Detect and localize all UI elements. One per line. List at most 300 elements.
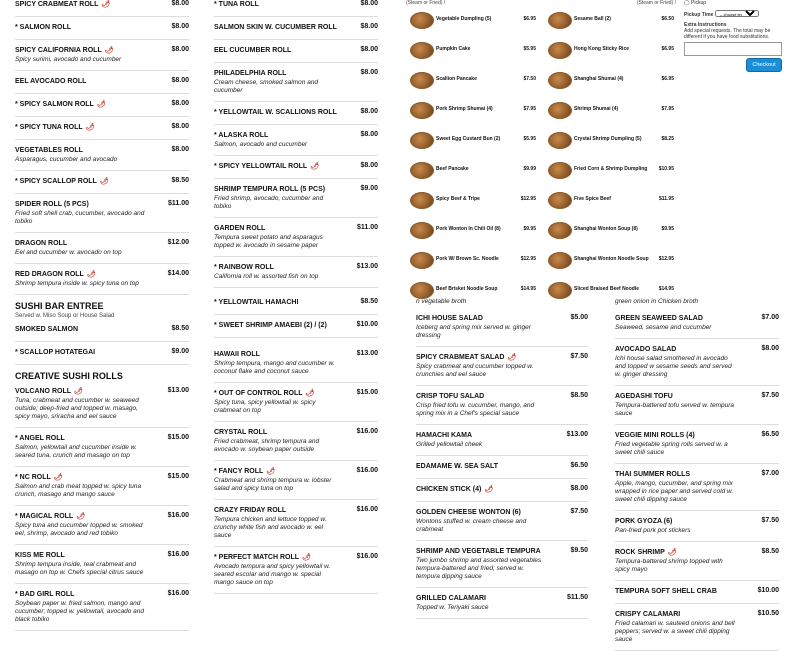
spicy-icon: 🌶 <box>101 1 111 8</box>
item-price: $15.00 <box>167 434 189 441</box>
dim-sum-price: $11.95 <box>658 196 674 202</box>
food-thumbnail-icon <box>548 282 572 299</box>
menu-item[interactable] <box>214 389 378 422</box>
item-name: HAMACHI KAMA <box>416 432 472 439</box>
item-name: GREEN SEAWEED SALAD <box>615 315 703 322</box>
item-description: Topped w. Teriyaki sauce <box>416 604 489 611</box>
item-price: $13.00 <box>566 431 588 438</box>
item-price: $9.50 <box>570 547 588 554</box>
item-description: Pan-fried pork pot stickers <box>615 527 691 534</box>
dim-sum-name: Pork W/ Brown Sc. Noodle <box>436 256 499 262</box>
menu-item[interactable] <box>214 350 378 383</box>
spicy-icon: 🌶 <box>99 178 109 185</box>
dim-sum-name: Shanghai Wonton Noodle Soup <box>574 256 649 262</box>
menu-item[interactable] <box>15 200 189 233</box>
item-name: GOLDEN CHEESE WONTON (6) <box>416 509 521 516</box>
food-thumbnail-icon <box>410 192 434 209</box>
extra-instructions-note: Add special requests. The total may be different if you have food substitutions. <box>684 28 771 40</box>
food-thumbnail-icon <box>548 222 572 239</box>
menu-item[interactable] <box>214 467 378 500</box>
item-name: SPICY CALIFORNIA ROLL 🌶 <box>15 47 114 54</box>
menu-item[interactable] <box>15 473 189 506</box>
item-name: PORK GYOZA (6) <box>615 518 673 525</box>
item-description: Apple, mango, cucumber, and spring mix wrapped in rice paper and served cold w. sweet chili dipping sauce <box>615 480 734 503</box>
menu-item[interactable] <box>15 270 189 295</box>
item-description: Iceberg and spring mix served w. ginger dressing <box>416 324 531 339</box>
item-description: Seaweed, sesame and cucumber <box>615 324 712 331</box>
menu-item[interactable] <box>416 353 588 386</box>
item-price: $8.00 <box>761 345 779 352</box>
item-price: $14.00 <box>167 270 189 277</box>
item-price: $16.00 <box>356 467 378 474</box>
item-description: Tuna, crabmeat and cucumber w. seaweed outside; deep-fried and topped w. masago, spicy mayo, sriracha and eel sauce <box>15 397 139 420</box>
food-thumbnail-icon <box>548 132 572 149</box>
extra-instructions-input[interactable] <box>684 42 782 56</box>
menu-item[interactable] <box>214 298 378 315</box>
item-description: Avocado tempura and spicy yellowtail w. seared escolar and mango w. special mango sauce on top <box>214 563 331 586</box>
menu-item[interactable] <box>15 590 189 631</box>
menu-item[interactable] <box>615 345 779 386</box>
item-description: Ichi house salad smothered in avocado and topped w sesame seeds and served w. ginger dressing <box>615 355 732 378</box>
item-description: Cream cheese, smoked salmon and cucumber <box>214 79 319 94</box>
item-name: TEMPURA SOFT SHELL CRAB <box>615 588 717 595</box>
dim-sum-price: $8.25 <box>661 136 674 142</box>
item-name: EEL AVOCADO ROLL <box>15 78 87 85</box>
item-name: SPICY CRABMEAT SALAD 🌶 <box>416 354 517 361</box>
item-price: $6.50 <box>570 462 588 469</box>
menu-item[interactable] <box>214 46 378 63</box>
checkout-button[interactable]: Checkout <box>746 58 782 72</box>
menu-item[interactable] <box>214 108 378 125</box>
menu-item[interactable] <box>615 548 779 581</box>
pickup-label: Pickup <box>691 0 707 6</box>
item-description: Fried shrimp, avocado, cucumber and tobiko <box>214 195 324 210</box>
food-thumbnail-icon <box>410 282 434 299</box>
food-thumbnail-icon <box>410 42 434 59</box>
food-thumbnail-icon <box>410 72 434 89</box>
item-description: Shrimp tempura, mango and cucumber w. coconut flake and coconut sauce <box>214 360 335 375</box>
item-description: Asparagus, cucumber and avocado <box>15 156 118 163</box>
item-price: $13.00 <box>356 350 378 357</box>
menu-item[interactable] <box>15 123 189 140</box>
dim-sum-price: $7.95 <box>661 106 674 112</box>
menu-item[interactable] <box>416 431 588 456</box>
dim-sum-price: $6.95 <box>661 76 674 82</box>
dim-sum-price: $6.95 <box>661 46 674 52</box>
dim-sum-price: $7.95 <box>523 106 536 112</box>
item-price: $16.00 <box>356 506 378 513</box>
item-description: Tempura-battered tofu served w. tempura sauce <box>615 402 734 417</box>
item-price: $8.00 <box>171 100 189 107</box>
menu-item[interactable] <box>214 0 378 17</box>
item-price: $10.50 <box>757 610 779 617</box>
menu-item[interactable] <box>214 321 378 338</box>
dim-sum-item[interactable] <box>406 40 538 70</box>
food-thumbnail-icon <box>410 252 434 269</box>
item-price: $8.00 <box>360 131 378 138</box>
spicy-icon: 🌶 <box>305 390 315 397</box>
menu-item[interactable] <box>615 431 779 464</box>
dim-sum-price: $10.95 <box>658 166 674 172</box>
dim-sum-name: Scallion Pancake <box>436 76 477 82</box>
spicy-icon: 🌶 <box>104 47 114 54</box>
item-name: SPICY CRABMEAT ROLL 🌶 <box>15 1 111 8</box>
dim-sum-name: Sliced Braised Beef Noodle <box>574 286 640 292</box>
item-price: $8.00 <box>171 77 189 84</box>
section-title: SUSHI BAR ENTREE <box>15 301 104 311</box>
item-name: ROCK SHRIMP 🌶 <box>615 549 677 556</box>
item-name: PHILADELPHIA ROLL <box>214 70 287 77</box>
menu-item[interactable] <box>214 185 378 218</box>
item-price: $9.00 <box>360 185 378 192</box>
dim-sum-name: Beef Pancake <box>436 166 469 172</box>
pickup-option[interactable]: ◯ Pickup <box>684 0 707 6</box>
menu-item[interactable] <box>15 512 189 545</box>
dim-sum-name: Pork Wonton In Chili Oil (8) <box>436 226 501 232</box>
menu-item[interactable] <box>214 131 378 156</box>
dim-sum-item[interactable] <box>406 160 538 190</box>
item-price: $7.00 <box>761 470 779 477</box>
menu-item[interactable] <box>15 551 189 584</box>
dim-sum-item[interactable] <box>406 250 538 280</box>
dim-sum-price: $14.95 <box>658 286 674 292</box>
item-name: * BAD GIRL ROLL <box>15 591 75 598</box>
food-thumbnail-icon <box>410 162 434 179</box>
item-name: CRAZY FRIDAY ROLL <box>214 507 287 514</box>
menu-item[interactable] <box>15 100 189 117</box>
item-price: $8.00 <box>360 108 378 115</box>
food-thumbnail-icon <box>410 102 434 119</box>
item-price: $8.50 <box>360 298 378 305</box>
dim-sum-price: $9.95 <box>523 226 536 232</box>
food-thumbnail-icon <box>548 12 572 29</box>
food-thumbnail-icon <box>548 252 572 269</box>
item-description: Salmon, avocado and cucumber <box>214 141 308 148</box>
item-description: Grilled yellowtail cheek <box>416 441 483 448</box>
item-name: * SALMON ROLL <box>15 24 71 31</box>
dim-sum-item[interactable] <box>544 130 676 160</box>
dim-sum-price: $14.95 <box>520 286 536 292</box>
item-price: $8.00 <box>171 123 189 130</box>
dim-sum-name: Shanghai Wonton Soup (8) <box>574 226 638 232</box>
item-price: $8.00 <box>360 69 378 76</box>
dim-sum-name: Sweet Egg Custard Bun (2) <box>436 136 501 142</box>
spicy-icon: 🌶 <box>507 354 517 361</box>
menu-column-1 <box>15 0 189 623</box>
menu-item[interactable] <box>15 434 189 467</box>
menu-item[interactable] <box>615 470 779 511</box>
item-name: * SPICY SCALLOP ROLL 🌶 <box>15 178 109 185</box>
menu-item[interactable] <box>214 506 378 547</box>
menu-item[interactable] <box>214 263 378 288</box>
dim-sum-name: Pork Shrimp Shumai (4) <box>436 106 493 112</box>
item-name: * TUNA ROLL <box>214 1 259 8</box>
spicy-icon: 🌶 <box>53 474 63 481</box>
item-price: $8.00 <box>171 23 189 30</box>
item-price: $8.50 <box>171 325 189 332</box>
item-price: $15.00 <box>356 389 378 396</box>
section-title: CREATIVE SUSHI ROLLS <box>15 371 123 381</box>
item-description: Shrimp tempura inside w. spicy tuna on top <box>15 280 139 287</box>
steam-label: (Steam or Fried) / <box>636 0 676 6</box>
dim-sum-name: Crystal Shrimp Dumpling (5) <box>574 136 642 142</box>
item-price: $9.00 <box>171 348 189 355</box>
menu-item[interactable] <box>416 547 588 588</box>
menu-item[interactable] <box>15 325 189 342</box>
partial-description: green onion in Chicken broth <box>615 298 699 305</box>
item-description: Tempura-battered shrimp topped with spicy mayo <box>615 558 723 573</box>
item-price: $8.00 <box>171 46 189 53</box>
dim-sum-item[interactable] <box>544 70 676 100</box>
menu-item[interactable] <box>416 485 588 502</box>
spicy-icon: 🌶 <box>85 124 95 131</box>
menu-item[interactable] <box>416 392 588 425</box>
menu-item[interactable] <box>15 387 189 428</box>
dim-sum-name: Sesame Ball (2) <box>574 16 611 22</box>
menu-item[interactable] <box>214 224 378 257</box>
item-description: Spicy tuna and cucumber topped w. smoked eel, shrimp, avocado and red tobiko <box>15 522 143 537</box>
item-price: $7.50 <box>761 392 779 399</box>
dim-sum-grid <box>406 10 676 310</box>
item-name: GARDEN ROLL <box>214 225 266 232</box>
dim-sum-item[interactable] <box>544 40 676 70</box>
menu-item[interactable] <box>214 428 378 461</box>
item-price: $8.00 <box>360 23 378 30</box>
item-description: Eel and cucumber w. avocado on top <box>15 249 122 256</box>
dim-sum-item[interactable] <box>406 100 538 130</box>
dim-sum-item[interactable] <box>544 160 676 190</box>
item-name: RED DRAGON ROLL 🌶 <box>15 271 96 278</box>
menu-item[interactable] <box>615 517 779 542</box>
spicy-icon: 🌶 <box>266 468 276 475</box>
item-price: $7.00 <box>761 314 779 321</box>
spicy-icon: 🌶 <box>74 388 83 395</box>
item-name: * SPICY SALMON ROLL 🌶 <box>15 101 106 108</box>
dim-sum-price: $6.95 <box>523 16 536 22</box>
item-name: SMOKED SALMON <box>15 326 78 333</box>
item-description: Fried calamari w. sauteed onions and bell peppers; served w. a sweet chili dipping sauce <box>615 620 735 643</box>
spicy-icon: 🌶 <box>76 513 86 520</box>
menu-item[interactable] <box>416 594 588 619</box>
item-name: SHRIMP TEMPURA ROLL (5 PCS) <box>214 186 326 193</box>
item-description: Spicy crabmeat and cucumber topped w. crunchies and eel sauce <box>416 363 534 378</box>
item-price: $8.00 <box>360 46 378 53</box>
item-name: AVOCADO SALAD <box>615 346 677 353</box>
item-name: * YELLOWTAIL W. SCALLIONS ROLL <box>214 109 337 116</box>
pickup-time-select[interactable] <box>715 10 759 17</box>
menu-item[interactable] <box>615 314 779 339</box>
dim-sum-item[interactable] <box>544 220 676 250</box>
menu-item[interactable] <box>15 348 189 365</box>
menu-item[interactable] <box>15 77 189 94</box>
item-price: $11.50 <box>566 594 588 601</box>
item-name: * ALASKA ROLL <box>214 132 269 139</box>
item-price: $10.00 <box>356 321 378 328</box>
item-description: Fried soft shell crab, cucumber, avocado and tobiko <box>15 210 145 225</box>
item-name: VEGETABLES ROLL <box>15 147 83 154</box>
food-thumbnail-icon <box>548 102 572 119</box>
extra-instructions <box>684 22 788 56</box>
item-description: Fried crabmeat, shrimp tempura and avocado w. soybean paper outside <box>214 438 320 453</box>
dim-sum-item[interactable] <box>544 10 676 40</box>
item-name: SALMON SKIN W. CUCUMBER ROLL <box>214 24 337 31</box>
menu-item[interactable] <box>15 239 189 264</box>
item-name: KISS ME ROLL <box>15 552 65 559</box>
item-name: DRAGON ROLL <box>15 240 68 247</box>
menu-item[interactable] <box>15 23 189 40</box>
item-name: * RAINBOW ROLL <box>214 264 274 271</box>
dim-sum-name: Spicy Beef & Tripe <box>436 196 480 202</box>
item-description: Salmon, yellowtail and cucumber inside w. seared tuna, crunch and masago on top <box>15 444 137 459</box>
spicy-icon: 🌶 <box>310 163 320 170</box>
item-price: $7.50 <box>570 508 588 515</box>
item-name: ICHI HOUSE SALAD <box>416 315 483 322</box>
section-note: Served w. Miso Soup or House Salad <box>15 313 115 319</box>
spicy-icon: 🌶 <box>86 271 96 278</box>
dim-sum-price: $12.95 <box>520 196 536 202</box>
item-name: * SCALLOP HOTATEGAI <box>15 349 96 356</box>
food-thumbnail-icon <box>410 222 434 239</box>
menu-item[interactable] <box>416 462 588 479</box>
item-price: $11.00 <box>167 200 189 207</box>
item-name: SPIDER ROLL (5 PCS) <box>15 201 89 208</box>
pickup-time-label: Pickup Time <box>684 12 714 18</box>
menu-item[interactable] <box>615 587 779 604</box>
item-price: $11.00 <box>356 224 378 231</box>
dim-sum-name: Pumpkin Cake <box>436 46 471 52</box>
food-thumbnail-icon <box>548 42 572 59</box>
dim-sum-price: $5.95 <box>523 46 536 52</box>
item-name: * ANGEL ROLL <box>15 435 65 442</box>
item-description: California roll w. assorted fish on top <box>214 273 319 280</box>
item-price: $16.00 <box>356 553 378 560</box>
item-description: Tempura chicken and lettuce topped w. crunchy white fish and avocado w. eel sauce <box>214 516 327 539</box>
item-description: Shrimp tempura inside, real crabmeat and masago on top w. Chefs special citrus sauce <box>15 561 144 576</box>
dim-sum-price: $12.95 <box>658 256 674 262</box>
item-name: CHICKEN STICK (4) 🌶 <box>416 486 494 493</box>
menu-column-4 <box>615 298 779 643</box>
item-name: * OUT OF CONTROL ROLL 🌶 <box>214 390 315 397</box>
item-name: GRILLED CALAMARI <box>416 595 486 602</box>
item-price: $16.00 <box>356 428 378 435</box>
dim-sum-name: Shrimp Shumai (4) <box>574 106 619 112</box>
menu-item[interactable] <box>615 392 779 425</box>
menu-item[interactable] <box>214 162 378 179</box>
dim-sum-price: $5.95 <box>523 136 536 142</box>
menu-item[interactable] <box>615 610 779 651</box>
item-name: * PERFECT MATCH ROLL 🌶 <box>214 554 311 561</box>
dim-sum-price: $12.95 <box>520 256 536 262</box>
item-description: Spicy surimi, avocado and cucumber <box>15 56 122 63</box>
dim-sum-item[interactable] <box>406 220 538 250</box>
item-price: $8.50 <box>171 177 189 184</box>
item-name: CRYSTAL ROLL <box>214 429 268 436</box>
menu-item[interactable] <box>15 0 189 17</box>
item-description: Crisp fried tofu w. cucumber, mango, and spring mix in a Chef's special sauce <box>416 402 535 417</box>
item-price: $8.00 <box>360 162 378 169</box>
dim-sum-name: Vegetable Dumpling (5) <box>436 16 492 22</box>
menu-item[interactable] <box>214 553 378 594</box>
menu-item[interactable] <box>214 69 378 102</box>
item-name: * SPICY TUNA ROLL 🌶 <box>15 124 95 131</box>
partial-description: n vegetable broth <box>416 298 467 305</box>
item-description: Two jumbo shrimp and assorted vegetables tempura-battered and fried; served w. tempura dipping sauce <box>416 557 542 580</box>
item-price: $5.00 <box>570 314 588 321</box>
food-thumbnail-icon <box>548 72 572 89</box>
item-description: Spicy tuna, spicy yellowtail w. spicy crabmeat on top <box>214 399 316 414</box>
steam-label: (Steam or Fried) / <box>406 0 446 6</box>
dim-sum-item[interactable] <box>406 10 538 40</box>
item-name: * MAGICAL ROLL 🌶 <box>15 513 86 520</box>
dim-sum-header <box>406 0 676 6</box>
item-price: $13.00 <box>356 263 378 270</box>
menu-column-3 <box>416 298 588 611</box>
item-name: THAI SUMMER ROLLS <box>615 471 691 478</box>
item-price: $8.50 <box>570 392 588 399</box>
item-name: * YELLOWTAIL HAMACHI <box>214 299 299 306</box>
menu-column-2 <box>214 0 378 600</box>
food-thumbnail-icon <box>548 162 572 179</box>
item-price: $8.00 <box>171 0 189 7</box>
menu-item[interactable] <box>15 177 189 194</box>
item-name: * SPICY YELLOWTAIL ROLL 🌶 <box>214 163 320 170</box>
spicy-icon: 🌶 <box>667 549 677 556</box>
food-thumbnail-icon <box>548 192 572 209</box>
item-description: Soybean paper w. fried salmon, mango and cucumber; topped w. yellowtail, avocado and black tobiko <box>15 600 144 623</box>
item-price: $13.00 <box>167 387 189 394</box>
item-description: Salmon and crab meat topped w. spicy tuna crunch, masago and mango sauce <box>15 483 142 498</box>
menu-item[interactable] <box>15 46 189 71</box>
item-price: $16.00 <box>167 551 189 558</box>
dim-sum-item[interactable] <box>544 190 676 220</box>
menu-item[interactable] <box>416 508 588 541</box>
item-price: $12.00 <box>167 239 189 246</box>
menu-item[interactable] <box>15 146 189 171</box>
dim-sum-price: $7.50 <box>523 76 536 82</box>
item-price: $10.00 <box>757 587 779 594</box>
item-price: $15.00 <box>167 473 189 480</box>
dim-sum-item[interactable] <box>406 190 538 220</box>
pickup-time-row <box>684 10 788 18</box>
dim-sum-name: Beef Brisket Noodle Soup <box>436 286 498 292</box>
dim-sum-price: $6.50 <box>661 16 674 22</box>
item-name: SHRIMP AND VEGETABLE TEMPURA <box>416 548 541 555</box>
item-name: CRISPY CALAMARI <box>615 611 681 618</box>
spicy-icon: 🌶 <box>96 101 106 108</box>
food-thumbnail-icon <box>410 132 434 149</box>
item-description: Tempura sweet potato and asparagus topped w. avocado in sesame paper <box>214 234 323 249</box>
menu-item[interactable] <box>214 23 378 40</box>
dim-sum-name: Five Spice Beef <box>574 196 611 202</box>
dim-sum-item[interactable] <box>544 100 676 130</box>
item-price: $8.00 <box>570 485 588 492</box>
item-name: * FANCY ROLL 🌶 <box>214 468 276 475</box>
dim-sum-item[interactable] <box>406 130 538 160</box>
dim-sum-item[interactable] <box>406 70 538 100</box>
menu-item[interactable] <box>416 314 588 347</box>
item-price: $8.00 <box>360 0 378 7</box>
item-name: EDAMAME W. SEA SALT <box>416 463 499 470</box>
item-price: $7.50 <box>761 517 779 524</box>
item-name: HAWAII ROLL <box>214 351 260 358</box>
item-price: $8.50 <box>761 548 779 555</box>
dim-sum-price: $9.99 <box>523 166 536 172</box>
dim-sum-name: Shanghai Shumai (4) <box>574 76 624 82</box>
dim-sum-name: Fried Corn & Shrimp Dumpling <box>574 166 648 172</box>
dim-sum-item[interactable] <box>544 250 676 280</box>
item-name: * SWEET SHRIMP AMAEBI (2) / (2) <box>214 322 327 329</box>
item-description: Crabmeat and shrimp tempura w. lobster salad and spicy tuna on top <box>214 477 332 492</box>
